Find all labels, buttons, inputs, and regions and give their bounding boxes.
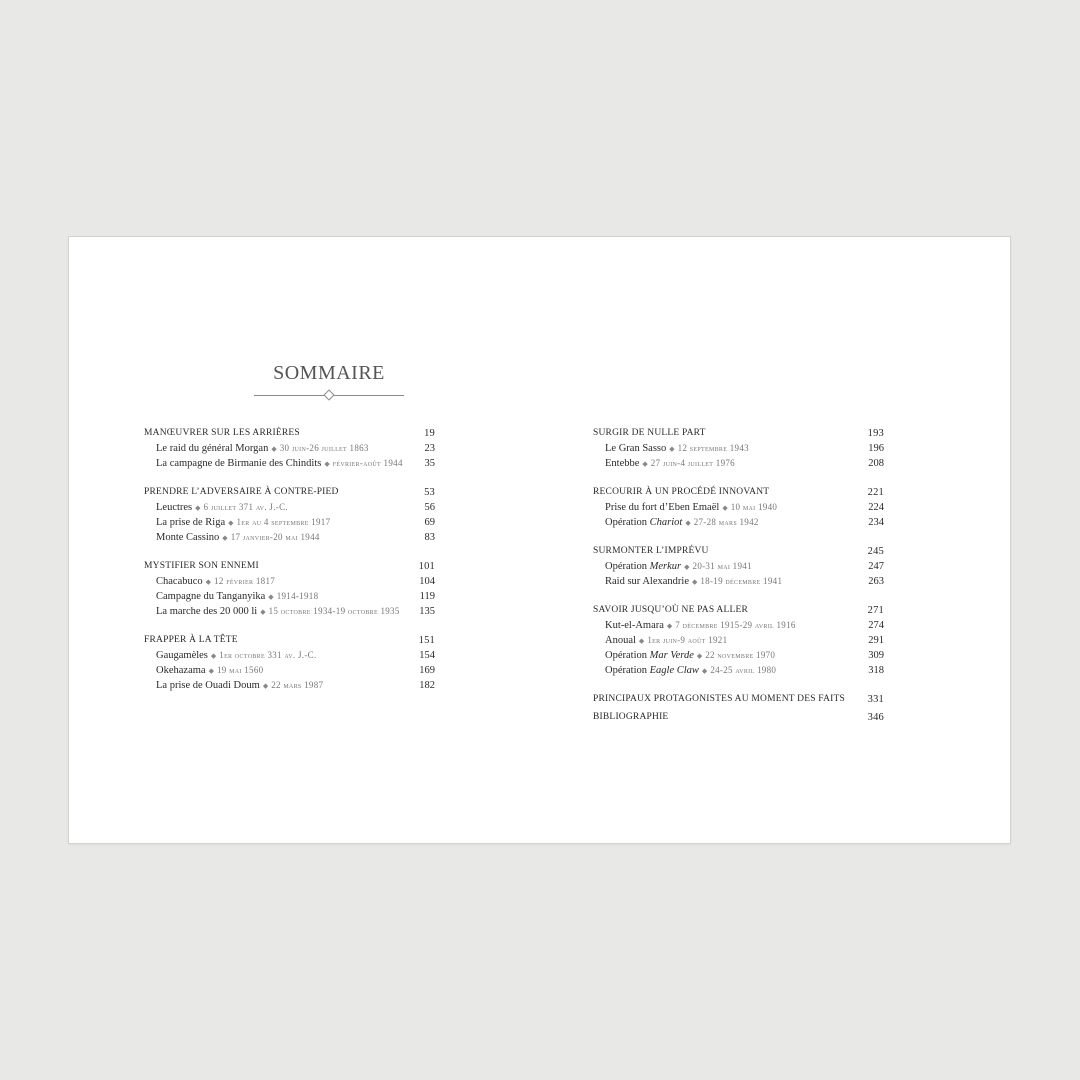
closing-title: BIBLIOGRAPHIE [593, 712, 669, 722]
separator-diamond-icon: ◆ [210, 652, 217, 660]
separator-diamond-icon: ◆ [268, 593, 274, 601]
entry-title: Le Gran Sasso [605, 443, 667, 454]
separator-diamond-icon: ◆ [696, 652, 703, 660]
toc-entry [593, 559, 884, 574]
section-heading [144, 426, 435, 441]
page-number: 271 [867, 605, 884, 616]
page-number: 274 [868, 620, 884, 631]
entry-date: 10 mai 1940 [730, 502, 778, 512]
toc-entry [144, 574, 435, 589]
entry-date: 20-31 mai 1941 [692, 561, 752, 571]
entry-title: Gaugamèles [156, 650, 208, 661]
entry-date: 15 octobre 1934-19 octobre 1935 [268, 606, 400, 616]
entry-date: 12 septembre 1943 [677, 443, 749, 453]
entry-title: Raid sur Alexandrie [605, 576, 689, 587]
page-number: 291 [868, 635, 884, 646]
separator-diamond-icon: ◆ [691, 578, 698, 586]
toc-entry [144, 515, 435, 530]
entry-date: 18-19 décembre 1941 [700, 576, 783, 586]
section-heading [593, 603, 884, 618]
page-number: 53 [424, 487, 435, 498]
entry-date: 7 décembre 1915-29 avril 1916 [675, 620, 796, 630]
section-title: SURGIR DE NULLE PART [593, 428, 706, 438]
section-title: RECOURIR À UN PROCÉDÉ INNOVANT [593, 487, 770, 497]
section-heading [593, 544, 884, 559]
toc-entry [144, 648, 435, 663]
entry-title: Entebbe [605, 458, 640, 469]
entry-date: 27 juin-4 juillet 1976 [650, 458, 735, 468]
entry-date: 1914-1918 [276, 591, 319, 601]
entry-title: Le raid du général Morgan [156, 443, 269, 454]
separator-diamond-icon: ◆ [205, 578, 212, 586]
book-spread [69, 237, 1010, 843]
separator-diamond-icon: ◆ [722, 504, 728, 512]
toc-entry [593, 663, 884, 678]
toc-section [144, 426, 435, 471]
section-heading [144, 485, 435, 500]
page-number: 83 [424, 532, 435, 543]
section-title: SAVOIR JUSQU’OÙ NE PAS ALLER [593, 605, 748, 615]
section-heading [144, 633, 435, 648]
entry-date: 22 novembre 1970 [705, 650, 776, 660]
page-number: 196 [868, 443, 884, 454]
toc-entry [144, 589, 435, 604]
toc-entry [144, 500, 435, 515]
separator-diamond-icon: ◆ [324, 460, 330, 468]
closing-title: PRINCIPAUX PROTAGONISTES AU MOMENT DES FAITS [593, 694, 845, 704]
entry-title: Chacabuco [156, 576, 203, 587]
page-number: 169 [419, 665, 435, 676]
page-number: 221 [867, 487, 884, 498]
entry-date: 1er octobre 331 av. J.-C. [219, 650, 317, 660]
toc-entry [593, 500, 884, 515]
separator-diamond-icon: ◆ [228, 519, 234, 527]
entry-title: Campagne du Tanganyika [156, 591, 266, 602]
entry-title: Prise du fort d’Eben Emaël [605, 502, 720, 513]
page-number: 193 [867, 428, 884, 439]
title-block [254, 361, 404, 401]
entry-title: La campagne de Birmanie des Chindits [156, 458, 322, 469]
page-number: 151 [418, 635, 435, 646]
separator-diamond-icon: ◆ [262, 682, 269, 690]
entry-title: Kut-el-Amara [605, 620, 664, 631]
page-number: 35 [424, 458, 435, 469]
entry-title: Opération [605, 650, 647, 661]
toc-entry [144, 663, 435, 678]
title-ornament [254, 389, 404, 401]
entry-title: La prise de Riga [156, 517, 226, 528]
entry-date: 22 mars 1987 [271, 680, 324, 690]
toc-entry [593, 633, 884, 648]
separator-diamond-icon: ◆ [222, 534, 228, 542]
page-number: 234 [868, 517, 884, 528]
entry-date: février-août 1944 [332, 458, 403, 468]
page-title: SOMMAIRE [273, 362, 385, 384]
entry-date: 17 janvier-20 mai 1944 [230, 532, 320, 542]
entry-title: Anoual [605, 635, 636, 646]
closing-entry [593, 692, 884, 707]
toc-entry [593, 648, 884, 663]
page-number: 154 [419, 650, 435, 661]
toc-entry [144, 456, 435, 471]
toc-entry [144, 604, 435, 619]
toc-entry [593, 515, 884, 530]
page-number: 346 [867, 712, 884, 723]
page-number: 263 [868, 576, 884, 587]
page-number: 119 [419, 591, 435, 602]
page-number: 135 [419, 606, 435, 617]
separator-diamond-icon: ◆ [669, 445, 675, 453]
toc-entry [593, 441, 884, 456]
section-title: MYSTIFIER SON ENNEMI [144, 561, 259, 571]
entry-title: Opération [605, 561, 647, 572]
toc-entry [593, 618, 884, 633]
page-number: 101 [418, 561, 435, 572]
entry-date: 30 juin-26 juillet 1863 [279, 443, 369, 453]
entry-title: Monte Cassino [156, 532, 220, 543]
page-number: 247 [868, 561, 884, 572]
entry-title-italic: Mar Verde [649, 650, 694, 661]
toc-section [144, 633, 435, 693]
entry-title: Leuctres [156, 502, 193, 513]
page-number: 19 [424, 428, 435, 439]
entry-title-italic: Chariot [649, 517, 683, 528]
toc-section [144, 485, 435, 545]
diamond-icon [323, 389, 334, 400]
entry-date: 1er au 4 septembre 1917 [236, 517, 331, 527]
section-heading [144, 559, 435, 574]
toc-entry [144, 678, 435, 693]
entry-title: Opération [605, 665, 647, 676]
separator-diamond-icon: ◆ [666, 622, 673, 630]
entry-title-italic: Merkur [649, 561, 682, 572]
entry-date: 12 février 1817 [214, 576, 276, 586]
entry-date: 6 juillet 371 av. J.-C. [203, 502, 288, 512]
entry-date: 24-25 avril 1980 [710, 665, 777, 675]
entry-title: La marche des 20 000 li [156, 606, 258, 617]
entry-title-italic: Eagle Claw [649, 665, 699, 676]
toc-section [593, 544, 884, 589]
entry-date: 19 mai 1560 [216, 665, 264, 675]
toc-section [593, 603, 884, 678]
separator-diamond-icon: ◆ [642, 460, 648, 468]
separator-diamond-icon: ◆ [208, 667, 214, 675]
separator-diamond-icon: ◆ [260, 608, 266, 616]
page-number: 104 [419, 576, 435, 587]
toc-section [144, 559, 435, 619]
entry-title: La prise de Ouadi Doum [156, 680, 260, 691]
toc-entry [144, 530, 435, 545]
toc-section [593, 426, 884, 471]
toc-entry [593, 574, 884, 589]
section-title: MANŒUVRER SUR LES ARRIÈRES [144, 428, 300, 438]
toc-left-column [144, 426, 435, 707]
entry-title: Opération [605, 517, 647, 528]
separator-diamond-icon: ◆ [638, 637, 645, 645]
entry-date: 27-28 mars 1942 [693, 517, 759, 527]
toc-entry [593, 456, 884, 471]
page-number: 224 [868, 502, 884, 513]
toc-section [593, 485, 884, 530]
page-number: 69 [424, 517, 435, 528]
entry-title: Okehazama [156, 665, 206, 676]
section-heading [593, 485, 884, 500]
section-title: PRENDRE L’ADVERSAIRE À CONTRE-PIED [144, 487, 339, 497]
page-number: 331 [867, 694, 884, 705]
page-number: 309 [868, 650, 884, 661]
page-number: 56 [424, 502, 435, 513]
page-number: 182 [419, 680, 435, 691]
toc-entry [144, 441, 435, 456]
section-title: FRAPPER À LA TÊTE [144, 635, 238, 645]
separator-diamond-icon: ◆ [701, 667, 708, 675]
section-heading [593, 426, 884, 441]
page-number: 208 [868, 458, 884, 469]
toc-right-column [593, 426, 884, 728]
separator-diamond-icon: ◆ [685, 519, 691, 527]
entry-date: 1er juin-9 août 1921 [647, 635, 728, 645]
separator-diamond-icon: ◆ [195, 504, 201, 512]
closing-entry [593, 710, 884, 725]
page-number: 318 [868, 665, 884, 676]
page-number: 23 [424, 443, 435, 454]
section-title: SURMONTER L’IMPRÉVU [593, 546, 709, 556]
separator-diamond-icon: ◆ [271, 445, 277, 453]
separator-diamond-icon: ◆ [684, 563, 690, 571]
page-number: 245 [867, 546, 884, 557]
